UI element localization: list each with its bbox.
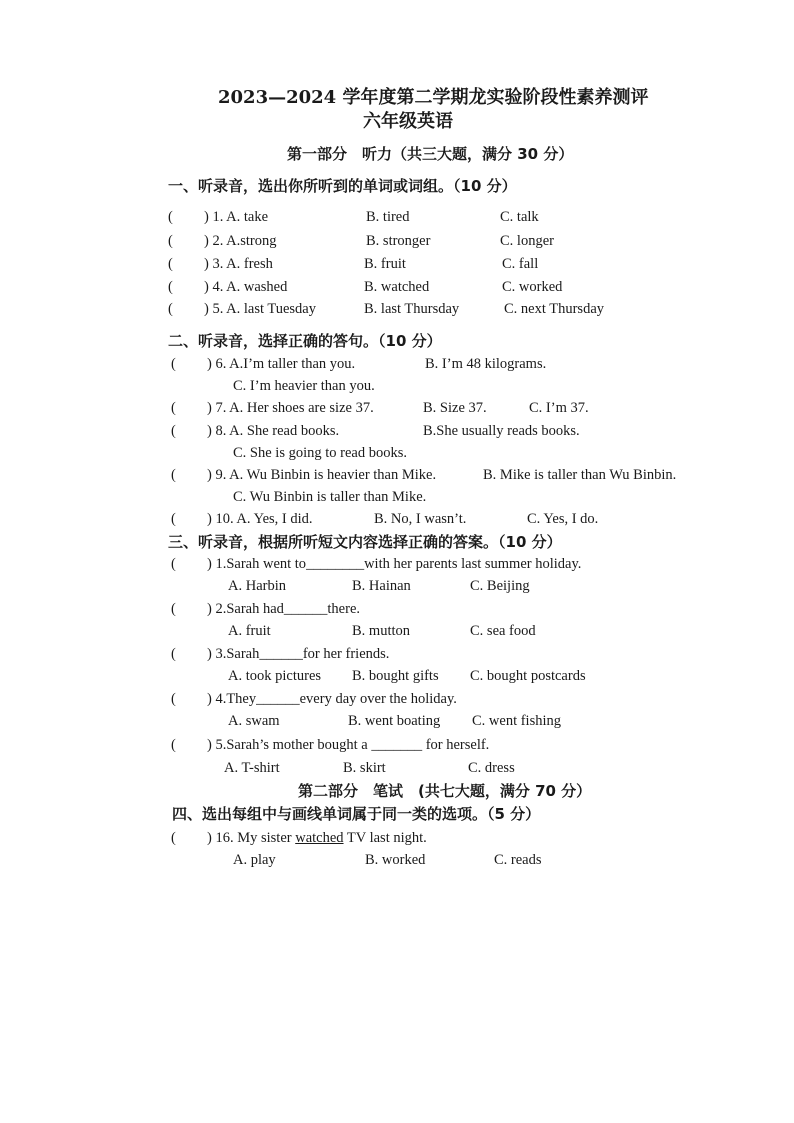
section1-heading: 一、听录音，选出你所听到的单词或词组。（10 分）	[168, 177, 517, 195]
question-option-b: B. Mike is taller than Wu Binbin.	[483, 467, 677, 483]
part2-heading: 第二部分 笔试 (共七大题，满分 70 分）	[298, 782, 592, 800]
part1-heading: 第一部分 听力（共三大题，满分 30 分）	[287, 145, 574, 163]
question-option-c: C. next Thursday	[504, 301, 605, 317]
question-option-a: A. play	[233, 852, 276, 868]
answer-paren-open: (	[171, 691, 176, 707]
answer-blank: _______	[371, 737, 423, 753]
answer-paren-open: (	[168, 209, 173, 225]
question-option-a: A. Harbin	[228, 578, 286, 594]
stem-text: ) 2.Sarah had	[207, 601, 284, 617]
stem-text: there.	[327, 601, 361, 617]
question-option-c: C. sea food	[470, 623, 536, 639]
question-option-b: B. mutton	[352, 623, 411, 639]
question-option-a: ) 8. A. She read books.	[207, 423, 340, 439]
question-option-c: C. talk	[500, 209, 539, 225]
question-option-a: ) 5. A. last Tuesday	[204, 301, 316, 317]
question-option-a: ) 10. A. Yes, I did.	[207, 511, 313, 527]
stem-text: for herself.	[425, 737, 490, 753]
question-option-b: B. fruit	[364, 256, 406, 272]
exam-title: 2023—2024 学年度第二学期龙实验阶段性素养测评	[218, 87, 649, 108]
answer-paren-open: (	[171, 400, 176, 416]
question-option-b: B. last Thursday	[364, 301, 460, 317]
question-option-c: C. fall	[502, 256, 539, 272]
question-option-b: B. I’m 48 kilograms.	[425, 356, 547, 372]
question-option-a: A. fruit	[228, 623, 271, 639]
question-option-c: C. bought postcards	[470, 668, 586, 684]
answer-paren-open: (	[168, 256, 173, 272]
stem-text: ) 16. My sister	[207, 830, 292, 846]
question-option-b: B. Size 37.	[423, 400, 487, 416]
question-option-a: ) 9. A. Wu Binbin is heavier than Mike.	[207, 467, 437, 483]
exam-subtitle: 六年级英语	[363, 111, 453, 132]
answer-paren-open: (	[171, 467, 176, 483]
question-option-b: B. skirt	[343, 760, 386, 776]
stem-text: every day over the holiday.	[299, 691, 457, 707]
answer-paren-open: (	[168, 279, 173, 295]
question-stem	[207, 829, 427, 847]
question-option-c: C. She is going to read books.	[233, 445, 407, 461]
answer-blank: ______	[283, 601, 328, 617]
answer-blank: ______	[256, 691, 300, 707]
question-option-c: C. I’m 37.	[529, 400, 589, 416]
answer-paren-open: (	[171, 601, 176, 617]
stem-text: ) 5.Sarah’s mother bought a	[207, 737, 368, 753]
question-option-b: B.She usually reads books.	[423, 423, 580, 439]
question-option-a: ) 7. A. Her shoes are size 37.	[207, 400, 374, 416]
answer-paren-open: (	[171, 356, 176, 372]
answer-paren-open: (	[171, 511, 176, 527]
question-stem	[207, 600, 360, 618]
question-option-c: C. Yes, I do.	[527, 511, 599, 527]
question-option-c: C. I’m heavier than you.	[233, 378, 375, 394]
answer-paren-open: (	[171, 737, 176, 753]
question-option-c: C. Beijing	[470, 578, 530, 594]
question-option-c: C. worked	[502, 279, 563, 295]
question-option-c: C. Wu Binbin is taller than Mike.	[233, 489, 427, 505]
question-option-b: B. bought gifts	[352, 668, 439, 684]
answer-blank: ________	[306, 556, 365, 572]
answer-paren-open: (	[171, 646, 176, 662]
stem-text: for her friends.	[302, 646, 390, 662]
answer-paren-open: (	[168, 233, 173, 249]
answer-blank: ______	[259, 646, 303, 662]
question-option-c: C. dress	[468, 760, 515, 776]
question-option-a: ) 4. A. washed	[204, 279, 288, 295]
question-option-a: A. took pictures	[228, 668, 322, 684]
stem-text: ) 4.They	[207, 691, 257, 707]
question-option-c: C. longer	[500, 233, 554, 249]
question-option-b: B. stronger	[366, 233, 431, 249]
answer-paren-open: (	[168, 301, 173, 317]
stem-text: ) 3.Sarah	[207, 646, 260, 662]
question-option-a: ) 6. A.I’m taller than you.	[207, 356, 356, 372]
question-stem	[207, 645, 389, 663]
question-option-b: B. tired	[366, 209, 410, 225]
question-option-b: B. Hainan	[352, 578, 411, 594]
answer-paren-open: (	[171, 830, 176, 846]
answer-paren-open: (	[171, 556, 176, 572]
question-option-c: C. went fishing	[472, 713, 562, 729]
question-option-a: ) 3. A. fresh	[204, 256, 273, 272]
question-option-a: A. T-shirt	[224, 760, 280, 776]
question-option-b: B. watched	[364, 279, 430, 295]
question-option-b: B. No, I wasn’t.	[374, 511, 467, 527]
question-stem	[207, 690, 457, 708]
section3-heading: 三、听录音，根据所听短文内容选择正确的答案。（10 分）	[168, 533, 562, 551]
stem-text: TV last night.	[346, 830, 427, 846]
section4-heading: 四、选出每组中与画线单词属于同一类的选项。（5 分）	[172, 805, 541, 823]
answer-paren-open: (	[171, 423, 176, 439]
question-option-a: A. swam	[228, 713, 280, 729]
question-option-b: B. worked	[365, 852, 426, 868]
question-stem	[207, 736, 489, 754]
stem-text: ) 1.Sarah went to	[207, 556, 307, 572]
question-option-a: ) 2. A.strong	[204, 233, 277, 249]
question-option-c: C. reads	[494, 852, 542, 868]
question-option-a: ) 1. A. take	[204, 209, 269, 225]
underlined-word: watched	[295, 830, 344, 846]
stem-text: with her parents last summer holiday.	[364, 556, 582, 572]
section2-heading: 二、听录音，选择正确的答句。（10 分）	[168, 332, 442, 350]
question-option-b: B. went boating	[348, 713, 441, 729]
question-stem	[207, 555, 581, 573]
